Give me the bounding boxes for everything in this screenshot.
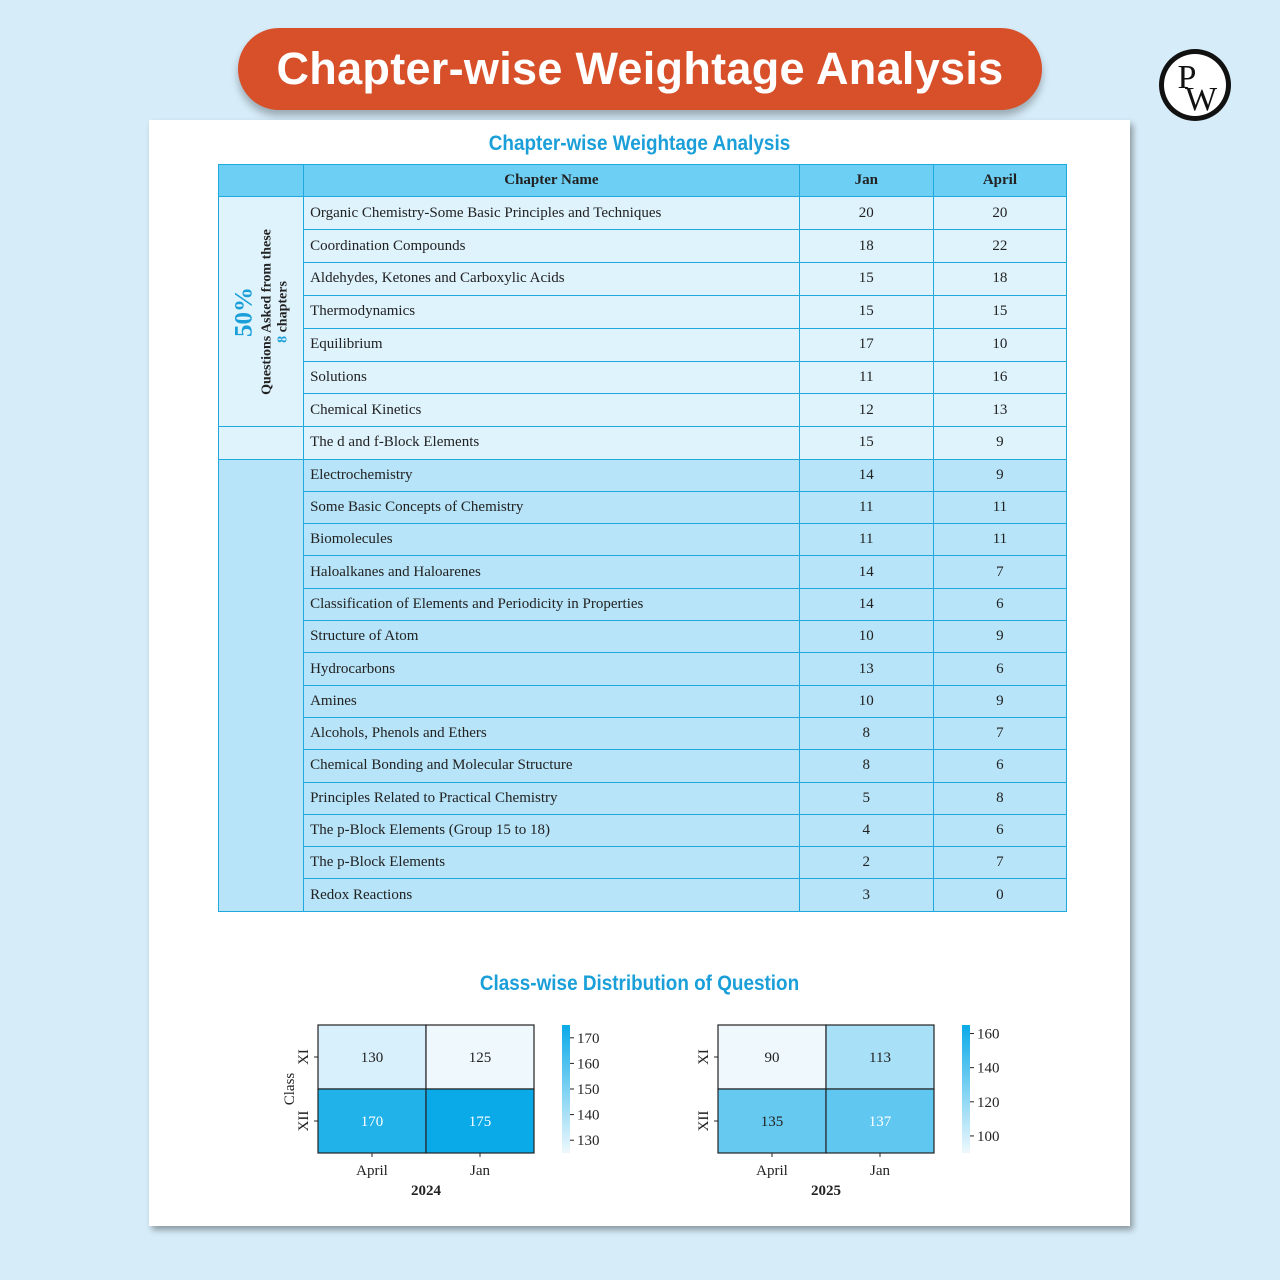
heatmap-value-label: 137 (868, 1114, 892, 1130)
side-note-count: 8 (275, 335, 291, 343)
content-sheet (149, 120, 1130, 1226)
colorbar-tick-label: 160 (577, 1056, 600, 1073)
colorbar-tick-label: 100 (977, 1128, 1000, 1145)
heatmap-value-label: 170 (360, 1114, 384, 1130)
jan-count-cell: 3 (799, 879, 933, 911)
side-blank-cell (219, 459, 304, 911)
jan-count-cell: 11 (799, 524, 933, 556)
table-row (219, 197, 1067, 230)
chapter-name-cell: The p-Block Elements (304, 847, 800, 879)
jan-count-cell: 15 (799, 262, 933, 295)
side-blank-cell (219, 427, 304, 459)
x-tick-label: April (756, 1163, 788, 1179)
chapter-name-cell: The p-Block Elements (Group 15 to 18) (304, 814, 800, 846)
x-tick-label: Jan (870, 1163, 890, 1179)
pw-logo-icon (1158, 48, 1232, 122)
april-count-cell: 7 (933, 717, 1066, 749)
april-count-cell: 7 (933, 847, 1066, 879)
april-count-cell: 11 (933, 524, 1066, 556)
april-count-cell: 6 (933, 588, 1066, 620)
side-note-percent: 50% (230, 286, 258, 337)
table-row (219, 717, 1067, 749)
colorbar-tick-label: 160 (977, 1026, 1000, 1043)
header-chapter-name: Chapter Name (304, 165, 800, 197)
chapter-name-cell: Hydrocarbons (304, 653, 800, 685)
header-april: April (933, 165, 1066, 197)
april-count-cell: 9 (933, 685, 1066, 717)
heatmap-2025 (669, 1010, 1029, 1215)
heatmap-value-label: 130 (360, 1050, 384, 1066)
svg-text:W: W (1184, 81, 1218, 118)
table-row (219, 230, 1067, 263)
x-tick-label: Jan (470, 1163, 490, 1179)
table-row (219, 295, 1067, 328)
side-note-chapters: chapters (275, 280, 291, 333)
colorbar-tick-label: 170 (577, 1030, 600, 1047)
table-row (219, 328, 1067, 361)
chapter-name-cell: Chemical Kinetics (304, 394, 800, 427)
x-tick-label: April (356, 1163, 388, 1179)
header-jan: Jan (799, 165, 933, 197)
april-count-cell: 9 (933, 621, 1066, 653)
april-count-cell: 11 (933, 491, 1066, 523)
chapter-name-cell: Amines (304, 685, 800, 717)
chapter-name-cell: Solutions (304, 361, 800, 394)
x-axis-label: 2025 (811, 1183, 841, 1199)
chapter-name-cell: Biomolecules (304, 524, 800, 556)
jan-count-cell: 15 (799, 427, 933, 459)
jan-count-cell: 11 (799, 361, 933, 394)
april-count-cell: 20 (933, 197, 1066, 230)
chapter-name-cell: Chemical Bonding and Molecular Structure (304, 750, 800, 782)
y-tick-label: XII (696, 1110, 712, 1132)
heatmap-value-label: 113 (869, 1050, 891, 1066)
table-row (219, 653, 1067, 685)
colorbar (562, 1025, 570, 1153)
chapter-name-cell: Principles Related to Practical Chemistry (304, 782, 800, 814)
banner-title: Chapter-wise Weightage Analysis (276, 43, 1004, 94)
april-count-cell: 6 (933, 814, 1066, 846)
heatmap-value-label: 175 (468, 1114, 492, 1130)
april-count-cell: 9 (933, 459, 1066, 491)
table-row (219, 782, 1067, 814)
table-title: Chapter-wise Weightage Analysis (488, 132, 791, 155)
table-row (219, 814, 1067, 846)
table-row (219, 847, 1067, 879)
heatmap-value-label: 135 (760, 1114, 784, 1130)
jan-count-cell: 10 (799, 685, 933, 717)
colorbar-tick-label: 140 (577, 1107, 600, 1124)
table-row (219, 491, 1067, 523)
svg-text:P: P (1177, 59, 1197, 96)
april-count-cell: 6 (933, 750, 1066, 782)
chapter-name-cell: Alcohols, Phenols and Ethers (304, 717, 800, 749)
heatmap-value-label: 125 (468, 1050, 492, 1066)
table-row (219, 427, 1067, 459)
table-row (219, 262, 1067, 295)
april-count-cell: 9 (933, 427, 1066, 459)
april-count-cell: 15 (933, 295, 1066, 328)
header-blank (219, 165, 304, 197)
jan-count-cell: 20 (799, 197, 933, 230)
table-row (219, 524, 1067, 556)
x-axis-label: 2024 (411, 1183, 441, 1199)
side-note-line2 (275, 229, 291, 395)
april-count-cell: 6 (933, 653, 1066, 685)
y-axis-label: Class (282, 1072, 298, 1106)
april-count-cell: 0 (933, 879, 1066, 911)
chapter-name-cell: Electrochemistry (304, 459, 800, 491)
y-tick-label: XII (296, 1110, 312, 1132)
y-tick-label: XI (296, 1049, 312, 1065)
colorbar-tick-label: 130 (577, 1133, 600, 1150)
april-count-cell: 7 (933, 556, 1066, 588)
chapter-name-cell: Structure of Atom (304, 621, 800, 653)
jan-count-cell: 15 (799, 295, 933, 328)
chapter-name-cell: Thermodynamics (304, 295, 800, 328)
jan-count-cell: 13 (799, 653, 933, 685)
heatmap-2024 (269, 1010, 629, 1215)
chapter-name-cell: Some Basic Concepts of Chemistry (304, 491, 800, 523)
jan-count-cell: 12 (799, 394, 933, 427)
jan-count-cell: 5 (799, 782, 933, 814)
table-row (219, 588, 1067, 620)
table-row (219, 750, 1067, 782)
heatmap-value-label: 90 (764, 1050, 780, 1066)
jan-count-cell: 4 (799, 814, 933, 846)
table-row (219, 361, 1067, 394)
chapter-name-cell: The d and f-Block Elements (304, 427, 800, 459)
jan-count-cell: 8 (799, 750, 933, 782)
jan-count-cell: 8 (799, 717, 933, 749)
chapter-name-cell: Redox Reactions (304, 879, 800, 911)
jan-count-cell: 2 (799, 847, 933, 879)
april-count-cell: 8 (933, 782, 1066, 814)
heatmap-svg (669, 1010, 1029, 1210)
colorbar-tick-label: 150 (577, 1082, 600, 1098)
april-count-cell: 18 (933, 262, 1066, 295)
colorbar-tick-label: 140 (977, 1060, 1000, 1077)
colorbar-tick-label: 120 (977, 1094, 1000, 1111)
title-banner (238, 28, 1042, 110)
chapter-name-cell: Organic Chemistry-Some Basic Principles and Techniques (304, 197, 800, 230)
colorbar (962, 1025, 970, 1153)
chapter-weightage-table (218, 164, 1067, 912)
distribution-title: Class-wise Distribution of Question (479, 972, 800, 995)
side-note-cell (219, 197, 304, 427)
chapter-name-cell: Haloalkanes and Haloarenes (304, 556, 800, 588)
jan-count-cell: 14 (799, 459, 933, 491)
chapter-name-cell: Equilibrium (304, 328, 800, 361)
table-row (219, 879, 1067, 911)
april-count-cell: 22 (933, 230, 1066, 263)
jan-count-cell: 14 (799, 556, 933, 588)
heatmap-svg (269, 1010, 629, 1210)
chapter-name-cell: Coordination Compounds (304, 230, 800, 263)
table-row (219, 621, 1067, 653)
table-row (219, 459, 1067, 491)
jan-count-cell: 10 (799, 621, 933, 653)
jan-count-cell: 11 (799, 491, 933, 523)
y-tick-label: XI (696, 1049, 712, 1065)
april-count-cell: 16 (933, 361, 1066, 394)
jan-count-cell: 17 (799, 328, 933, 361)
jan-count-cell: 14 (799, 588, 933, 620)
april-count-cell: 13 (933, 394, 1066, 427)
chapter-name-cell: Classification of Elements and Periodicity in Properties (304, 588, 800, 620)
side-note-line1: Questions Asked from these (259, 228, 275, 395)
table-row (219, 394, 1067, 427)
table-row (219, 685, 1067, 717)
april-count-cell: 10 (933, 328, 1066, 361)
chapter-name-cell: Aldehydes, Ketones and Carboxylic Acids (304, 262, 800, 295)
jan-count-cell: 18 (799, 230, 933, 263)
table-row (219, 556, 1067, 588)
